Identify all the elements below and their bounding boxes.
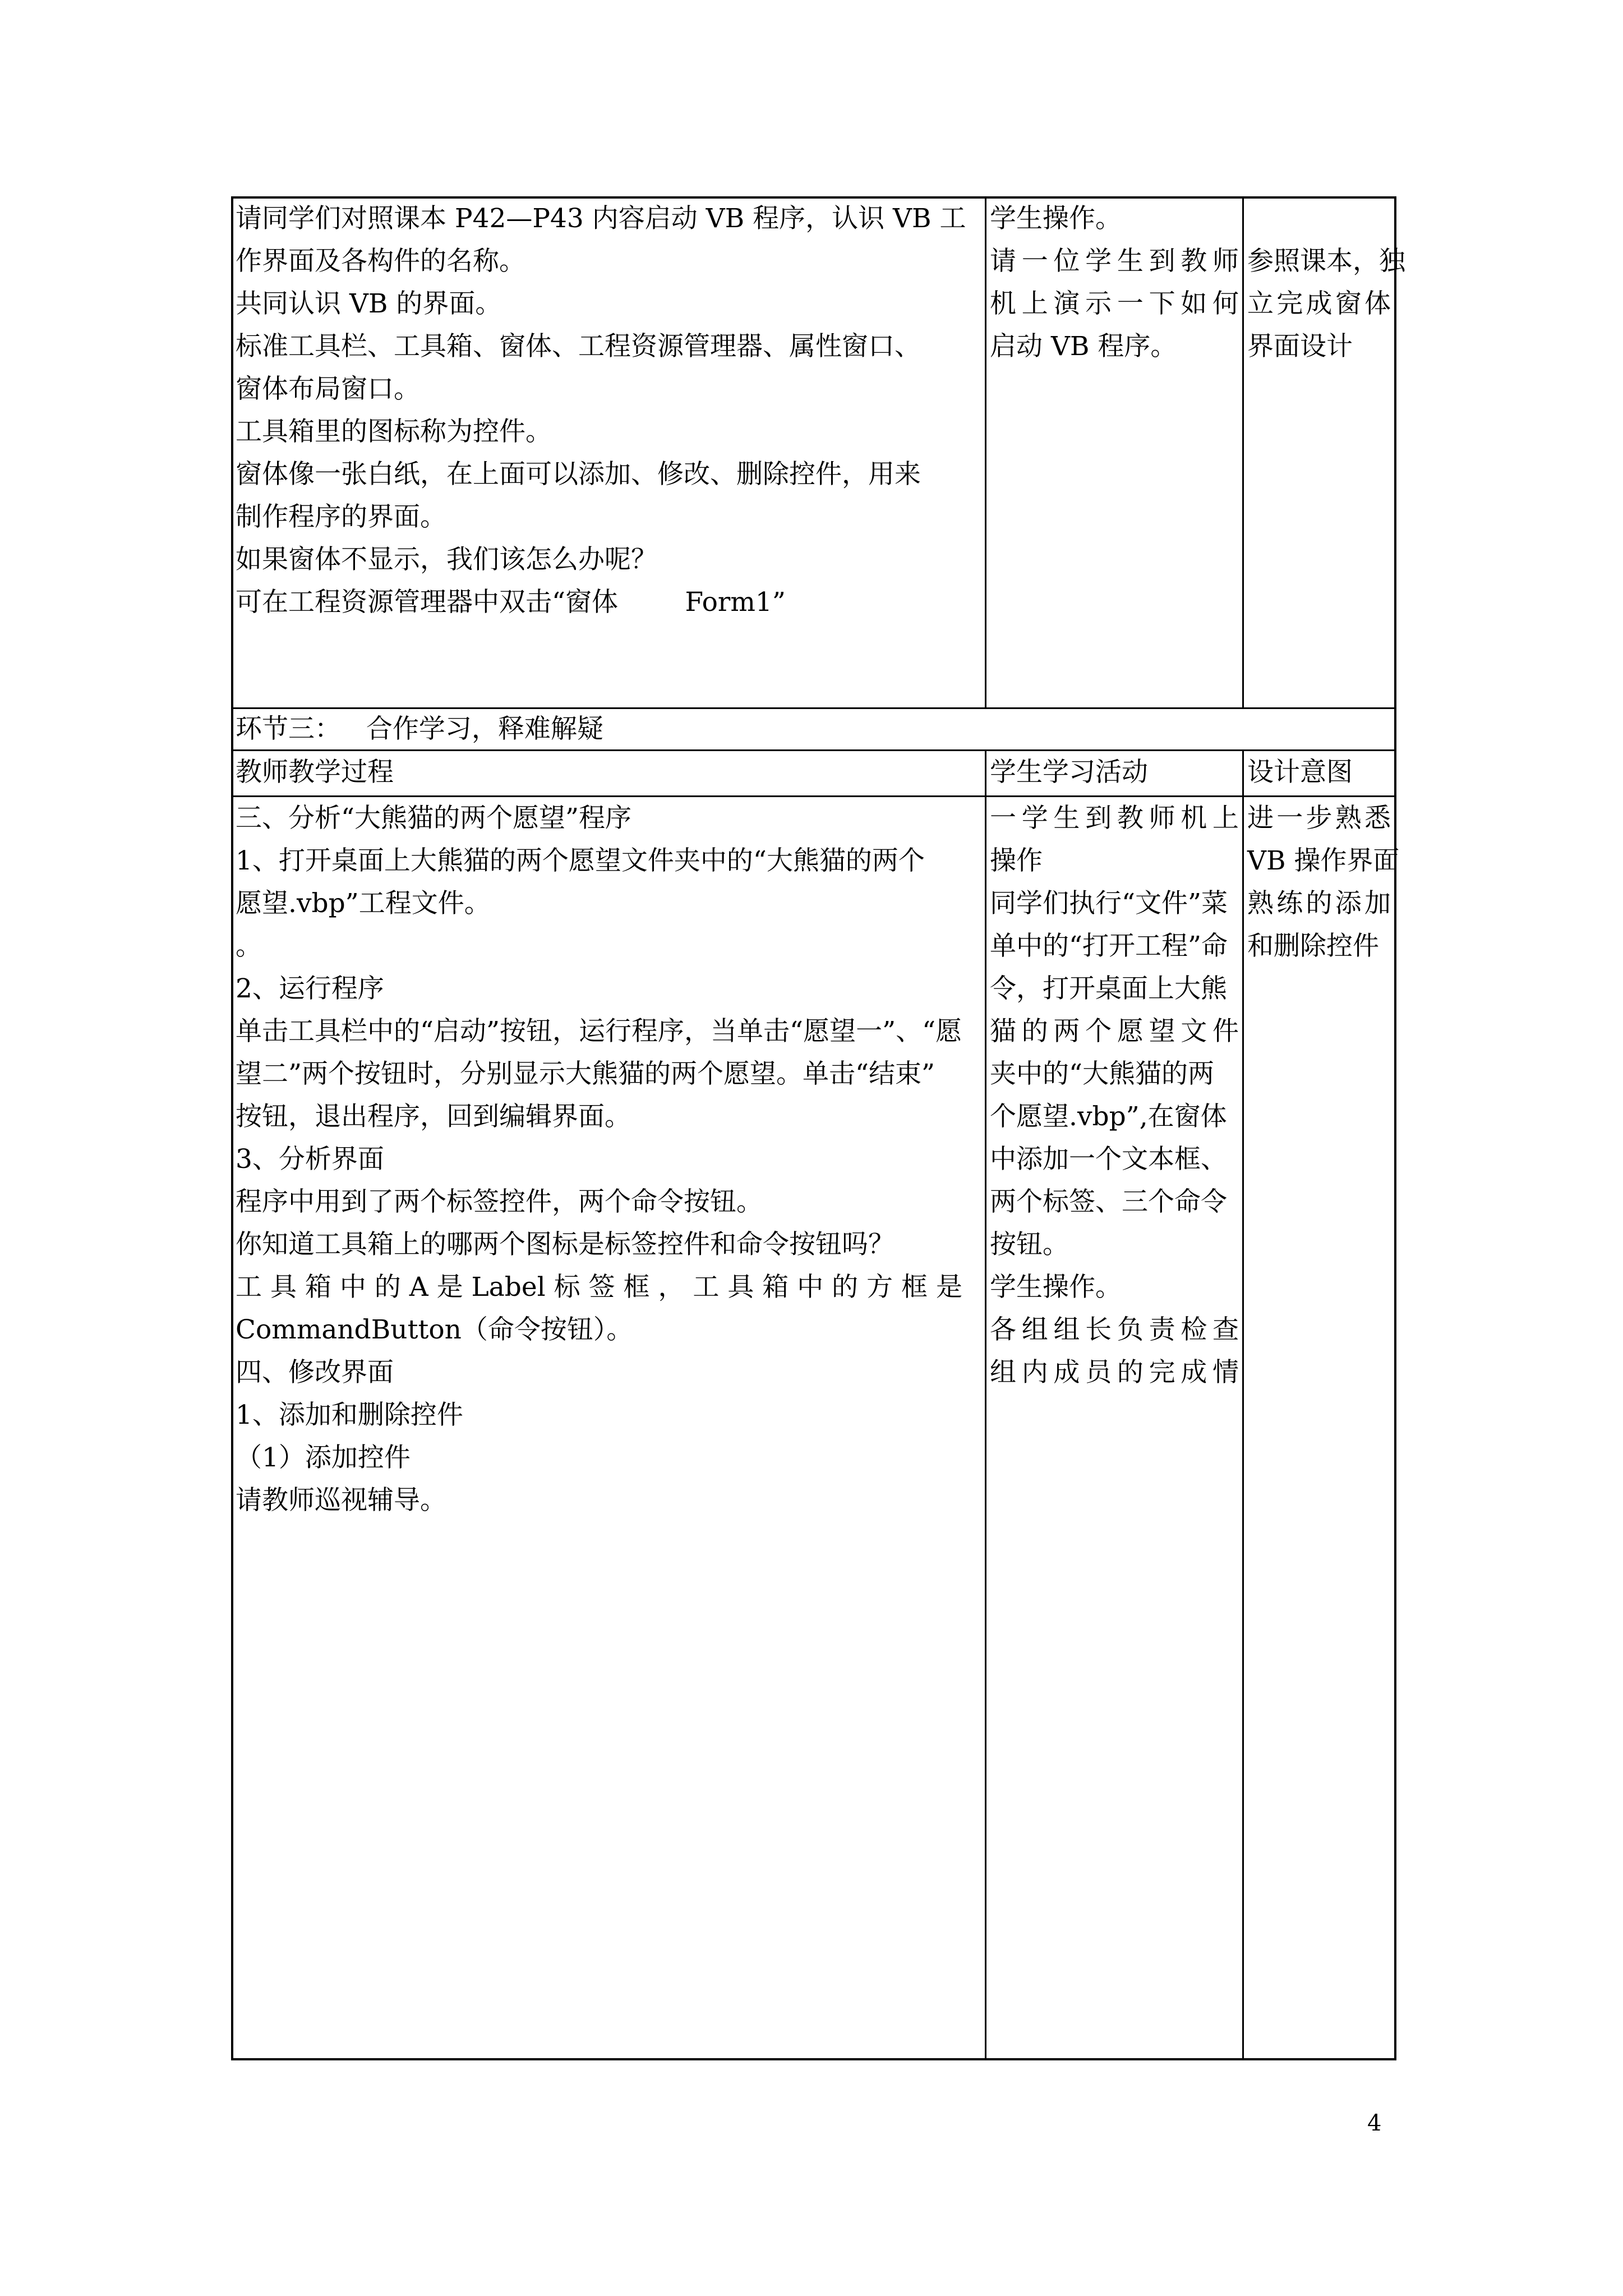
header-teacher [232,751,985,794]
text-line: 你知道工具箱上的哪两个图标是标签控件和命令按钮吗？ [236,1229,895,1260]
text-line: 作界面及各构件的名称。 [236,246,525,277]
text-line: 操作 [990,845,1043,876]
text-line: 单中的“打开工程”命 [990,931,1228,961]
section2-teacher-cell [232,797,985,1522]
text-line: 工具箱里的图标称为控件。 [236,416,552,447]
text-line: 。 [236,931,262,961]
section1-teacher-cell [232,197,985,624]
text-line: 按钮。 [990,1229,1069,1260]
text-line: 1、打开桌面上大熊猫的两个愿望文件夹中的“大熊猫的两个 [236,845,925,876]
text-line: 机上演示一下如何 [990,288,1239,319]
section1-design-cell [1244,240,1405,368]
text-line: 猫的两个愿望文件 [990,1016,1239,1047]
text-line: （1）添加控件 [236,1442,411,1473]
text-line: 请同学们对照课本 P42—P43 内容启动 VB 程序，认识 VB 工 [236,203,966,234]
text-line: 界面设计 [1247,331,1353,362]
column-header: 教师教学过程 [236,757,394,788]
text-line: 同学们执行“文件”菜 [990,888,1228,919]
text-line: 程序中用到了两个标签控件，两个命令按钮。 [236,1186,763,1217]
text-line: 熟练的添加 [1247,888,1391,919]
text-line: 组内成员的完成情 [990,1357,1239,1388]
text-line: 个愿望.vbp”,在窗体 [990,1101,1227,1132]
text-line: 令，打开桌面上大熊 [990,973,1227,1004]
text-line: 如果窗体不显示，我们该怎么办呢？ [236,544,657,575]
section3-title [232,708,1393,751]
text-line: CommandButton（命令按钮）。 [236,1314,633,1345]
page-number: 4 [1367,2110,1382,2136]
section2-student-cell [986,797,1242,1394]
header-student [986,751,1242,794]
text-line: 窗体像一张白纸，在上面可以添加、修改、删除控件，用来 [236,459,921,490]
text-line: 可在工程资源管理器中双击“窗体 Form1” [236,587,786,618]
column-header: 设计意图 [1247,757,1353,788]
header-design [1244,751,1394,794]
text-line: 3、分析界面 [236,1144,384,1175]
text-line: 共同认识 VB 的界面。 [236,288,502,319]
text-line: 学生操作。 [990,1272,1122,1303]
section1-student-cell [986,197,1242,368]
text-line: 1、添加和删除控件 [236,1400,463,1430]
text-line: 愿望.vbp”工程文件。 [236,888,491,919]
text-line: 窗体布局窗口。 [236,374,420,404]
text-line: 2、运行程序 [236,973,384,1004]
section-heading: 环节三： 合作学习，释难解疑 [236,714,603,744]
text-line: 望二”两个按钮时，分别显示大熊猫的两个愿望。单击“结束” [236,1059,935,1089]
text-line: 各组组长负责检查 [990,1314,1239,1345]
text-line: 学生操作。 [990,203,1122,234]
text-line: 和删除控件 [1247,931,1379,961]
text-line: 按钮，退出程序，回到编辑界面。 [236,1101,631,1132]
text-line: 四、修改界面 [236,1357,394,1388]
text-line: 工 具 箱 中 的 A 是 Label 标 签 框 ， 工 具 箱 中 的 方 框 是 [236,1272,962,1303]
text-line: 一学生到教师机上 [990,803,1239,834]
column-header: 学生学习活动 [990,757,1148,788]
text-line: 启动 VB 程序。 [990,331,1177,362]
text-line: VB 操作界面 [1247,845,1400,876]
text-line: 请教师巡视辅导。 [236,1485,446,1516]
text-line: 中添加一个文本框、 [990,1144,1227,1175]
text-line: 夹中的“大熊猫的两 [990,1059,1215,1089]
text-line: 立完成窗体 [1247,288,1391,319]
text-line: 制作程序的界面。 [236,501,446,532]
text-line: 单击工具栏中的“启动”按钮，运行程序，当单击“愿望一”、“愿 [236,1016,962,1047]
text-line: 标准工具栏、工具箱、窗体、工程资源管理器、属性窗口、 [236,331,921,362]
text-line: 两个标签、三个命令 [990,1186,1227,1217]
text-line: 进一步熟悉 [1247,803,1391,834]
text-line: 请一位学生到教师 [990,246,1239,277]
text-line: 三、分析“大熊猫的两个愿望”程序 [236,803,632,834]
text-line: 参照课本，独 [1247,246,1405,277]
section2-design-cell [1244,797,1400,968]
